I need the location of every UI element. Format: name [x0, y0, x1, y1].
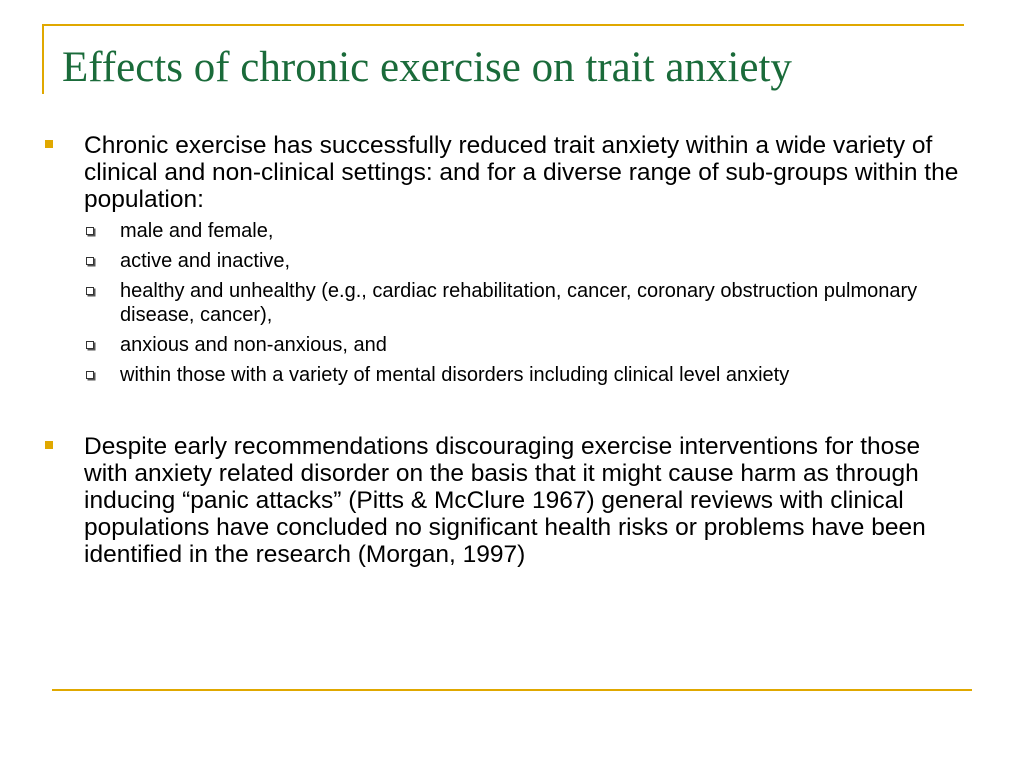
square-bullet-icon	[45, 140, 53, 148]
square-bullet-icon	[45, 441, 53, 449]
hollow-square-bullet-icon	[86, 341, 94, 349]
bullet-item-panic-attacks	[44, 433, 964, 568]
slide-body	[44, 132, 964, 568]
sub-bullet-item	[84, 219, 964, 243]
sub-bullet-item	[84, 279, 964, 327]
sub-bullet-text: anxious and non-anxious, and	[120, 334, 387, 356]
bullet-text: Despite early recommendations discouraging exercise interventions for those with anxiety related disorder on the basis that it might cause harm as through inducing “panic attacks” (Pitts & McClure 1967) general reviews with clinical populations have concluded no significant health risks or problems have been identified in the research (Morgan, 1997)	[84, 433, 926, 568]
sub-bullet-text: healthy and unhealthy (e.g., cardiac rehabilitation, cancer, coronary obstruction pulmonary disease, cancer),	[120, 280, 918, 326]
hollow-square-bullet-icon	[86, 257, 94, 265]
bullet-item-chronic-exercise	[44, 132, 964, 387]
sub-bullet-list	[84, 219, 964, 387]
sub-bullet-item	[84, 249, 964, 273]
sub-bullet-item	[84, 363, 964, 387]
hollow-square-bullet-icon	[86, 227, 94, 235]
frame-top-rule	[42, 24, 964, 26]
bullet-text: Chronic exercise has successfully reduced trait anxiety within a wide variety of clinical and non-clinical settings: and for a diverse range of sub-groups within the population:	[84, 132, 959, 213]
sub-bullet-text: active and inactive,	[120, 250, 291, 272]
frame-bottom-rule	[52, 689, 972, 691]
sub-bullet-text: within those with a variety of mental disorders including clinical level anxiety	[120, 364, 790, 386]
frame-left-rule	[42, 24, 44, 94]
slide-title: Effects of chronic exercise on trait anxiety	[62, 44, 792, 91]
hollow-square-bullet-icon	[86, 287, 94, 295]
sub-bullet-item	[84, 333, 964, 357]
hollow-square-bullet-icon	[86, 371, 94, 379]
sub-bullet-text: male and female,	[120, 220, 274, 242]
